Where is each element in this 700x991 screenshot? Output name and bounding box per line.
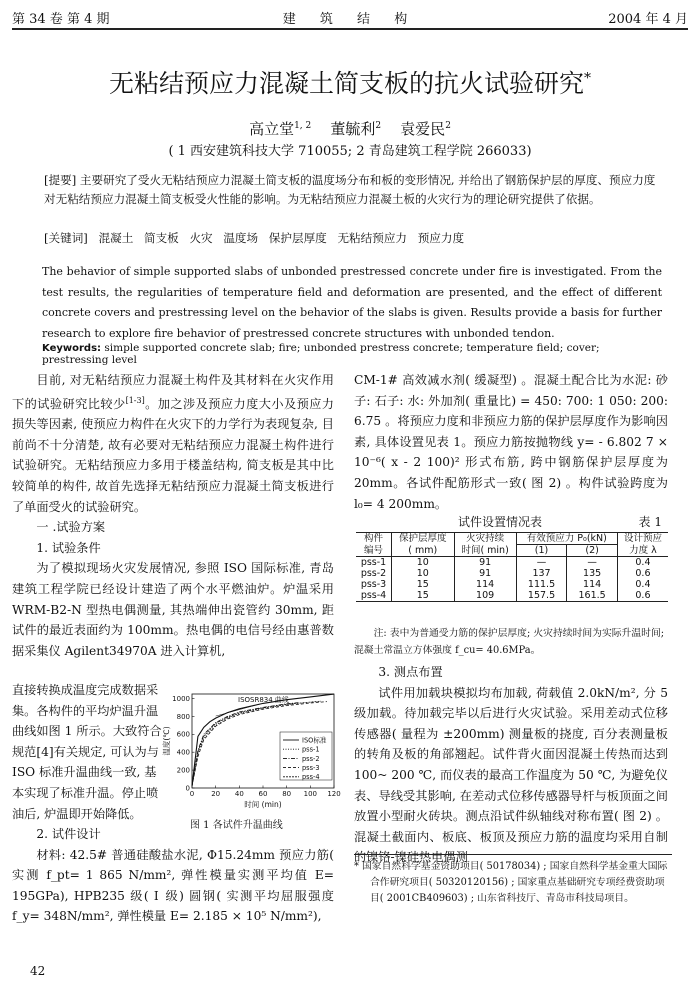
table-cell: 91 [454,557,516,569]
y-tick-label: 600 [176,730,190,739]
section-heading: 一 .试验方案 [36,520,106,535]
table-header: 时间( min) [454,545,516,557]
subsection-heading: 3. 测点布置 [378,665,443,679]
table-note: 注: 表中为普通受力筋的保护层厚度; 火灾持续时间为实际升温时间; 混凝土常温立方体强度 f_cu= 40.6MPa。 [354,628,665,656]
table-cell: 135 [567,568,618,579]
mix-design-paragraph: CM-1# 高效减水剂( 缓凝型) 。混凝土配合比为水泥: 砂子: 石子: 水: 外加剂( 重量比) = 450: 700: 1 050: 200: 6.75 。将预应力度和非预应力筋的保护层厚度作为影响因素, 具体设置见表 1。预应力筋按抛物线 y= - 6.802 7 × 10⁻⁶( x - 2 100)² 形式布筋, 跨中钢筋保护层厚度为 20mm。各试件配筋形式一致( 图 2) 。构件试验跨度为 l₀= 4 200mm。 [354,373,668,511]
test-conditions-paragraph: 为了模拟现场火灾发展情况, 参照 ISO 国际标准, 青岛建筑工程学院已经设计建造了两个水平燃油炉。炉温采用 WRM-B2-N 型热电偶测量, 其热端伸出瓷管约 30mm, 距试件的最近表面约为 100mm。热电偶的电信号经由惠普数据采集仪 Agilent34970A 进入计算机, [12,561,334,658]
table-cell: pss-2 [360,568,387,579]
legend-label: ISO标准 [302,736,327,745]
table-cell: 157.5 [516,590,567,602]
title-footnote-mark: * [584,70,591,87]
journal-name: 建 筑 结 构 [282,12,418,27]
y-tick-label: 1000 [172,694,190,703]
temperature-curve-chart [160,688,342,812]
table-header: 力度 λ [617,545,668,557]
table-cell: 0.4 [617,579,668,590]
table-cell: 0.6 [617,568,668,579]
table-header: 有效预应力 P₀(kN) [516,533,617,545]
table-cell: 10 [392,557,454,569]
materials-paragraph: 材料: 42.5# 普通硅酸盐水泥, Φ15.24mm 预应力筋( 实测 f_pt= 1 865 N/mm², 弹性模量实测平均值 E= 195GPa), HPB235 级( Ⅰ 级) 圆钢( 实测平均屈服强度 f_y= 348N/mm², 弹性模量 E= 2.185 × 10⁵ N/mm²), [12,847,334,924]
author-name: 高立堂 [249,120,295,138]
table-header: 构件 [356,533,392,545]
paper-title: 无粘结预应力混凝土简支板的抗火试验研究* [108,69,591,98]
keywords-chinese: [关键词] 混凝土 简支板 火灾 温度场 保护层厚度 无粘结预应力 预应力度 [44,231,465,245]
x-tick-label: 120 [327,790,341,798]
table-cell: 91 [454,568,516,579]
right-column-top [354,370,668,514]
x-tick-label: 80 [282,790,292,798]
table-row [356,590,668,602]
table-cell: pss-4 [356,590,392,602]
subsection-heading: 2. 试件设计 [36,827,101,841]
journal-volume: 第 34 卷 第 4 期 [12,12,110,27]
table-header: 编号 [356,545,392,557]
citation-mark: [1-3] [125,395,145,405]
table-number: 表 1 [638,515,662,529]
right-column-bottom [354,662,668,868]
legend-label: pss-4 [302,773,320,782]
table-cell: — [516,557,567,569]
abstract-english: The behavior of simple supported slabs of unbonded prestressed concrete under fire is investigated. From the test results, the regularities of temperature field and deformation are presented, and the effect of different concrete covers and prestressing level on the behavior of the slabs is given. Results provide a basis for further research to explore fire behavior of prestressed concrete structures with unbonded tendon. [42,265,662,340]
left-column-bottom [12,824,334,927]
x-axis-label: 时间 (min) [244,800,282,809]
table-cell: 15 [392,579,454,590]
legend-label: pss-3 [302,764,320,772]
left-column-top [12,370,334,661]
page-number: 42 [30,964,46,978]
intro-paragraph: 目前, 对无粘结预应力混凝土构件及其材料在火灾作用下的试验研究比较少[1-3]。加之涉及预应力度大小及预应力损失等因素, 使预应力构件在火灾下的力学行为表现复杂, 目前尚不十分清楚, 故有必要对无粘结预应力混凝土构件进行试验研究。无粘结预应力多用于楼盖结构, 简支板是其中比较简单的构件, 故首先选择无粘结预应力混凝土简支板进行了单面受火的试验研究。 [12,373,334,514]
x-tick-label: 40 [234,790,244,798]
footnote [354,854,672,907]
keywords-english: Keywords: simple supported concrete slab; fire; unbonded prestress concrete; temperature field; cover; prestressing level [42,342,600,366]
table-cell: pss-1 [360,557,387,568]
x-tick-label: 100 [303,790,318,798]
table-cell: 137 [516,568,567,579]
table-header: 保护层厚度 [392,533,454,545]
table-row [356,557,668,569]
table-cell: 15 [392,590,454,602]
keywords-label: Keywords: [42,343,102,354]
table-cell: 0.4 [617,557,668,569]
table-cell: 114 [454,579,516,590]
legend-label: pss-1 [302,745,320,754]
table-header: (2) [567,545,618,557]
table-cell: 10 [392,568,454,579]
curve-label: ISOSR834 曲线 [238,696,289,704]
table-cell: — [567,557,618,569]
funding-footnote: * 国家自然科学基金资助项目( 50178034) ; 国家自然科学基金重大国际合作研究项目( 50320120156) ; 国家重点基础研究专项经费资助项目( 2001CB409603) ; 山东省科技厅、青岛市科技局项目。 [354,861,668,904]
table-header: 设计预应 [617,533,668,545]
table-cell: 111.5 [516,579,567,590]
x-tick-label: 0 [189,790,195,798]
x-tick-label: 60 [258,790,268,798]
legend-label: pss-2 [302,754,320,763]
table-cell: 161.5 [567,590,618,602]
y-tick-label: 800 [176,712,190,721]
subsection-heading: 1. 试验条件 [36,540,101,555]
abstract-chinese: [提要] 主要研究了受火无粘结预应力混凝土简支板的温度场分布和板的变形情况, 并给出了钢筋保护层的厚度、预应力度对无粘结预应力混凝土简支板受火性能的影响。为无粘结预应力混凝土板的火灾行为的理论研究提供了依据。 [44,173,656,206]
table-header: ( mm) [392,545,454,557]
y-tick-label: 200 [176,766,190,775]
affiliation: ( 1 西安建筑科技大学 710055; 2 青岛建筑工程学院 266033) [168,144,532,159]
table-header: (1) [516,545,567,557]
wrapped-text: 直接转换成温度完成数据采集。各构件的平均炉温升温曲线如图 1 所示。大致符合规范[4]有关规定, 可认为与 ISO 标准升温曲线一致, 基本实现了标准升温。停止喷油后, 炉温即开始降低。 [12,683,162,821]
x-tick-label: 20 [211,790,221,798]
table-cell: 109 [454,590,516,602]
running-header [12,6,688,30]
table-cell: 0.6 [617,590,668,602]
table-cell: pss-3 [360,579,387,590]
table-header: 火灾持续 [454,533,516,545]
table-row [356,579,668,590]
author-list: 高立堂$^{1, 2}$ 董毓利$^2$ 袁爱民$^2$ [249,120,451,138]
author-name: 袁爱民 [400,120,446,138]
specimen-table [356,532,668,602]
figure-caption: 图 1 各试件升温曲线 [190,820,283,831]
table-cell: 114 [567,579,618,590]
y-axis-label: 温度(℃) [162,726,171,756]
y-tick-label: 400 [176,748,190,757]
journal-date: 2004 年 4 月 [608,12,688,27]
measurement-paragraph: 试件用加载块模拟均布加载, 荷载值 2.0kN/m², 分 5 级加载。待加载完毕以后进行火灾试验。采用差动式位移传感器( 量程为 ±200mm) 测量板的挠度, 百分表测量板的转角及板的角部翘起。试件背火面因混凝土传热而达到 100~ 200 ℃, 而仪表的最高工作温度为 50 ℃, 为避免仪表、导线受其影响, 在差动式位移传感器导杆与板顶面之间放置小型耐火砖块。测点沿试件纵轴线对称布置( 图 2) 。混凝土截面内、板底、板顶及预应力筋的温度均采用自制的镍铬-镍硅热电偶测 [354,685,668,865]
author-name: 董毓利 [330,120,376,138]
y-tick-label: 0 [185,784,190,793]
table-row [356,568,668,579]
